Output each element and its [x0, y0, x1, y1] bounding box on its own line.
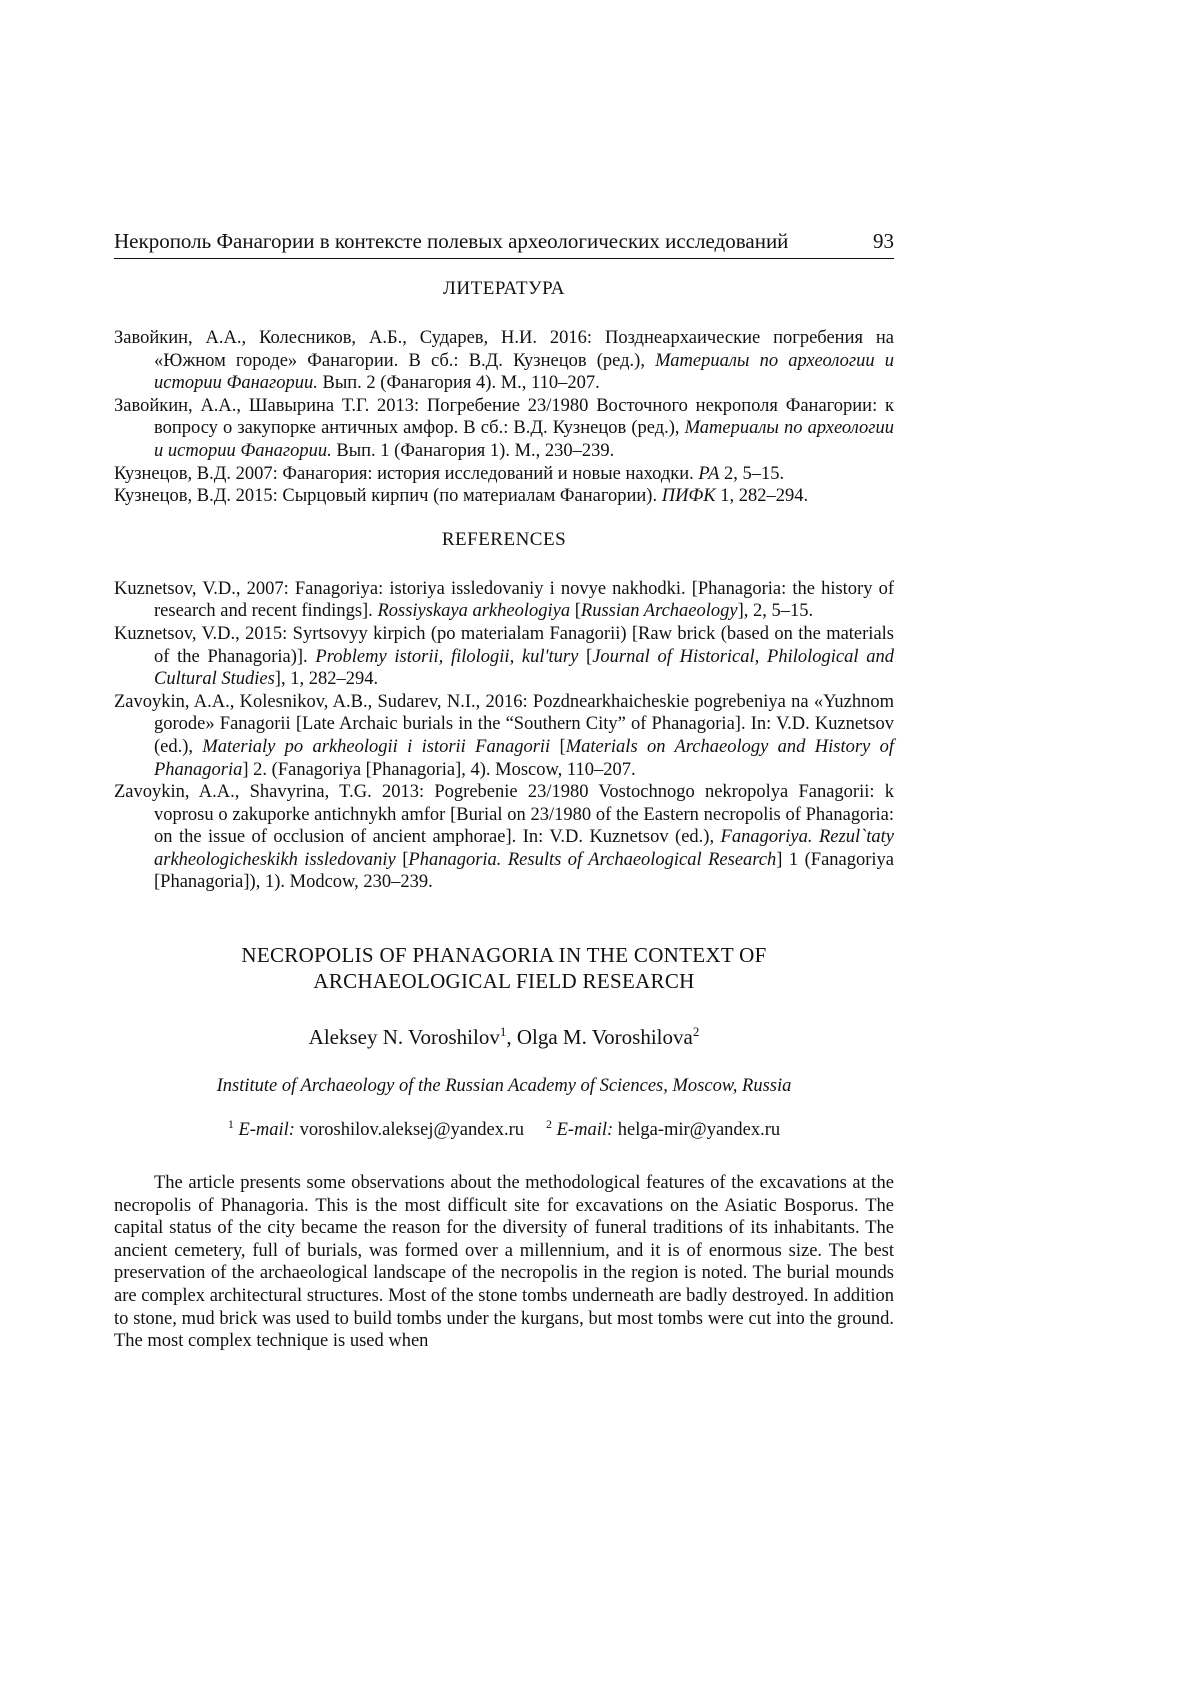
- literature-list: [114, 327, 894, 508]
- reference-entry: Kuznetsov, V.D., 2015: Syrtsovyy kirpich (po materialam Fanagorii) [Raw brick (based on the materials of the Phanagoria)]. Problemy istorii, filologii, kul'tury [Journal of Historical, Philological and Cultural Studies], 1, 282–294.: [114, 623, 894, 690]
- reference-entry: Kuznetsov, V.D., 2007: Fanagoriya: istoriya issledovaniy i novye nakhodki. [Phanagoria: the history of research and recent findings]. Rossiyskaya arkheologiya [Russian Archaeology], 2, 5–15.: [114, 578, 894, 622]
- email-2-superscript: 2: [546, 1116, 552, 1131]
- reference-entry: Zavoykin, A.A., Kolesnikov, A.B., Sudarev, N.I., 2016: Pozdnearkhaicheskie pogrebeniya na «Yuzhnom gorode» Fanagorii [Late Archaic burials in the “Southern City” of Phanagoria]. In: V.D. Kuznetsov (ed.), Materialy po arkheologii i istorii Fanagorii [Materials on Archaeology and History of Phanagoria] 2. (Fanagoriya [Phanagoria], 4). Moscow, 110–207.: [114, 691, 894, 780]
- email-1-label: E-mail:: [238, 1120, 295, 1141]
- page-number: 93: [873, 229, 894, 253]
- literature-heading: ЛИТЕРАТУРА: [443, 278, 565, 299]
- email-1-superscript: 1: [227, 1116, 234, 1131]
- literature-entry: Кузнецов, В.Д. 2015: Сырцовый кирпич (по материалам Фанагории). ПИФК 1, 282–294.: [114, 486, 809, 507]
- article-title-line-2: ARCHAEOLOGICAL FIELD RESEARCH: [313, 969, 695, 994]
- reference-entry: Zavoykin, A.A., Shavyrina, T.G. 2013: Pogrebenie 23/1980 Vostochnogo nekropolya Fanagorii: k voprosu o zakuporke antichnykh amfor [Burial on 23/1980 of the Eastern necropolis of Phanagoria: on the issue of occlusion of ancient amphorae]. In: V.D. Kuznetsov (ed.), Fanagoriya. Rezul`taty arkheologicheskikh issledovaniy [Phanagoria. Results of Archaeological Research] 1 (Fanagoriya [Phanagoria]), 1). Modcow, 230–239.: [114, 782, 895, 893]
- references-list: [114, 578, 894, 894]
- author-2: Olga M. Voroshilova: [516, 1025, 693, 1050]
- author-separator: ,: [506, 1025, 517, 1050]
- affiliation: Institute of Archaeology of the Russian Academy of Sciences, Moscow, Russia: [216, 1076, 792, 1097]
- literature-entry: Кузнецов, В.Д. 2007: Фанагория: история исследований и новые находки. РА 2, 5–15.: [114, 463, 785, 484]
- running-head-title: Некрополь Фанагории в контексте полевых археологических исследований: [114, 229, 789, 253]
- article-title-line-1: NECROPOLIS OF PHANAGORIA IN THE CONTEXT OF: [241, 943, 767, 968]
- authors: [114, 1024, 894, 1050]
- emails: [114, 1118, 894, 1142]
- author-1: Aleksey N. Voroshilov: [308, 1025, 500, 1050]
- abstract-paragraph: The article presents some observations about the methodological features of the excavations at the necropolis of Phanagoria. This is the most difficult site for excavations on the Asiatic Bosporus. The capital status of the city became the reason for the diversity of funeral traditions of its inhabitants. The ancient cemetery, full of burials, was formed over a millennium, and it is of enormous size. The best preservation of the archaeological landscape of the necropolis in the region is noted. The burial mounds are complex architectural structures. Most of the stone tombs underneath are badly destroyed. In addition to stone, mud brick was used to build tombs under the kurgans, but most tombs were cut into the ground. The most complex technique is used when: [114, 1173, 894, 1352]
- author-2-superscript: 2: [692, 1024, 700, 1040]
- email-2-link[interactable]: helga-mir@yandex.ru: [617, 1120, 781, 1141]
- email-1-link[interactable]: voroshilov.aleksej@yandex.ru: [299, 1120, 524, 1141]
- references-heading: REFERENCES: [441, 528, 567, 550]
- document-page: [114, 228, 894, 1353]
- article-title: [114, 942, 894, 994]
- literature-entry: Завойкин, А.А., Колесников, А.Б., Сударев, Н.И. 2016: Позднеархаические погребения на «Южном городе» Фанагории. В сб.: В.Д. Кузнецов (ред.), Материалы по археологии и истории Фанагории. Вып. 2 (Фанагория 4). М., 110–207.: [114, 328, 894, 394]
- email-2-label: E-mail:: [556, 1120, 614, 1141]
- author-1-superscript: 1: [499, 1024, 507, 1040]
- literature-entry: Завойкин, А.А., Шавырина Т.Г. 2013: Погребение 23/1980 Восточного некрополя Фанагории: к вопросу о закупорке античных амфор. В сб.: В.Д. Кузнецов (ред.), Материалы по археологии и истории Фанагории. Вып. 1 (Фанагория 1). М., 230–239.: [114, 395, 894, 461]
- running-head: [114, 228, 894, 259]
